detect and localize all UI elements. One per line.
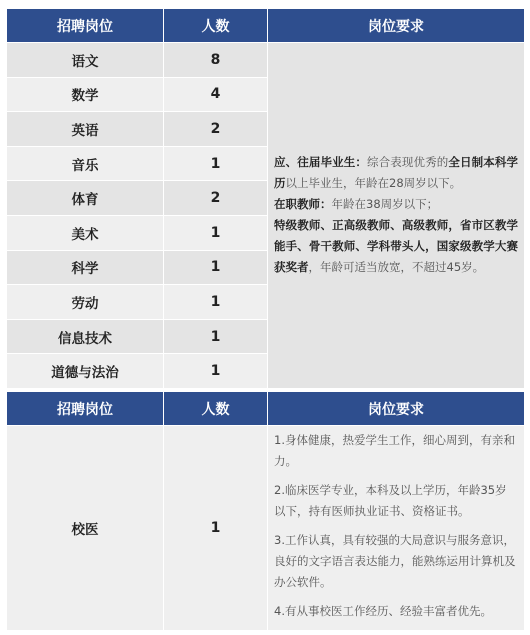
count-cell: 1 — [164, 426, 268, 631]
position-cell: 劳动 — [7, 285, 164, 320]
doctor-requirements-cell — [268, 426, 525, 631]
position-cell: 数学 — [7, 77, 164, 112]
position-cell: 语文 — [7, 43, 164, 78]
count-cell: 1 — [164, 250, 268, 285]
requirement-item: 2.临床医学专业，本科及以上学历，年龄35岁以下，持有医师执业证书、资格证书。 — [274, 483, 507, 518]
header-requirements: 岗位要求 — [268, 9, 525, 43]
graduate-text-a: 综合表现优秀的 — [367, 155, 449, 170]
count-cell: 1 — [164, 285, 268, 320]
count-cell: 1 — [164, 354, 268, 389]
count-cell: 8 — [164, 43, 268, 78]
incumbent-text: 年龄在38周岁以下； — [331, 197, 439, 212]
teacher-requirements-cell — [268, 43, 525, 389]
school-doctor-table — [6, 391, 525, 631]
count-cell: 2 — [164, 112, 268, 147]
header-requirements: 岗位要求 — [268, 392, 525, 426]
graduate-label: 应、往届毕业生： — [274, 155, 367, 170]
count-cell: 1 — [164, 146, 268, 181]
count-cell: 1 — [164, 215, 268, 250]
table-row — [7, 426, 525, 631]
position-cell: 科学 — [7, 250, 164, 285]
position-cell: 体育 — [7, 181, 164, 216]
incumbent-label: 在职教师： — [274, 197, 332, 212]
position-cell: 音乐 — [7, 146, 164, 181]
table-row — [7, 43, 525, 78]
count-cell: 1 — [164, 319, 268, 354]
header-position: 招聘岗位 — [7, 392, 164, 426]
header-count: 人数 — [164, 9, 268, 43]
header-position: 招聘岗位 — [7, 9, 164, 43]
count-cell: 2 — [164, 181, 268, 216]
position-cell: 道德与法治 — [7, 354, 164, 389]
requirement-item: 1.身体健康，热爱学生工作，细心周到，有亲和力。 — [274, 433, 515, 468]
graduate-degree: 全日制本科学历 — [274, 155, 518, 191]
senior-teacher-label: 特级教师、正高级教师、高级教师，省市区教学能手、骨干教师、学科带头人，国家级教学大赛获奖者 — [274, 218, 518, 275]
requirement-item: 4.有从事校医工作经历、经验丰富者优先。 — [274, 604, 492, 618]
count-cell: 4 — [164, 77, 268, 112]
table-header-row — [7, 9, 525, 43]
position-cell: 校医 — [7, 426, 164, 631]
requirement-item: 3.工作认真，具有较强的大局意识与服务意识，良好的文字语言表达能力，能熟练运用计算机及办公软件。 — [274, 533, 516, 589]
teacher-recruitment-table — [6, 8, 525, 389]
position-cell: 信息技术 — [7, 319, 164, 354]
graduate-text-b: 以上毕业生，年龄在28周岁以下。 — [285, 176, 462, 191]
position-cell: 英语 — [7, 112, 164, 147]
position-cell: 美术 — [7, 215, 164, 250]
table-header-row — [7, 392, 525, 426]
header-count: 人数 — [164, 392, 268, 426]
senior-teacher-text: ，年龄可适当放宽，不超过45岁。 — [308, 260, 485, 275]
